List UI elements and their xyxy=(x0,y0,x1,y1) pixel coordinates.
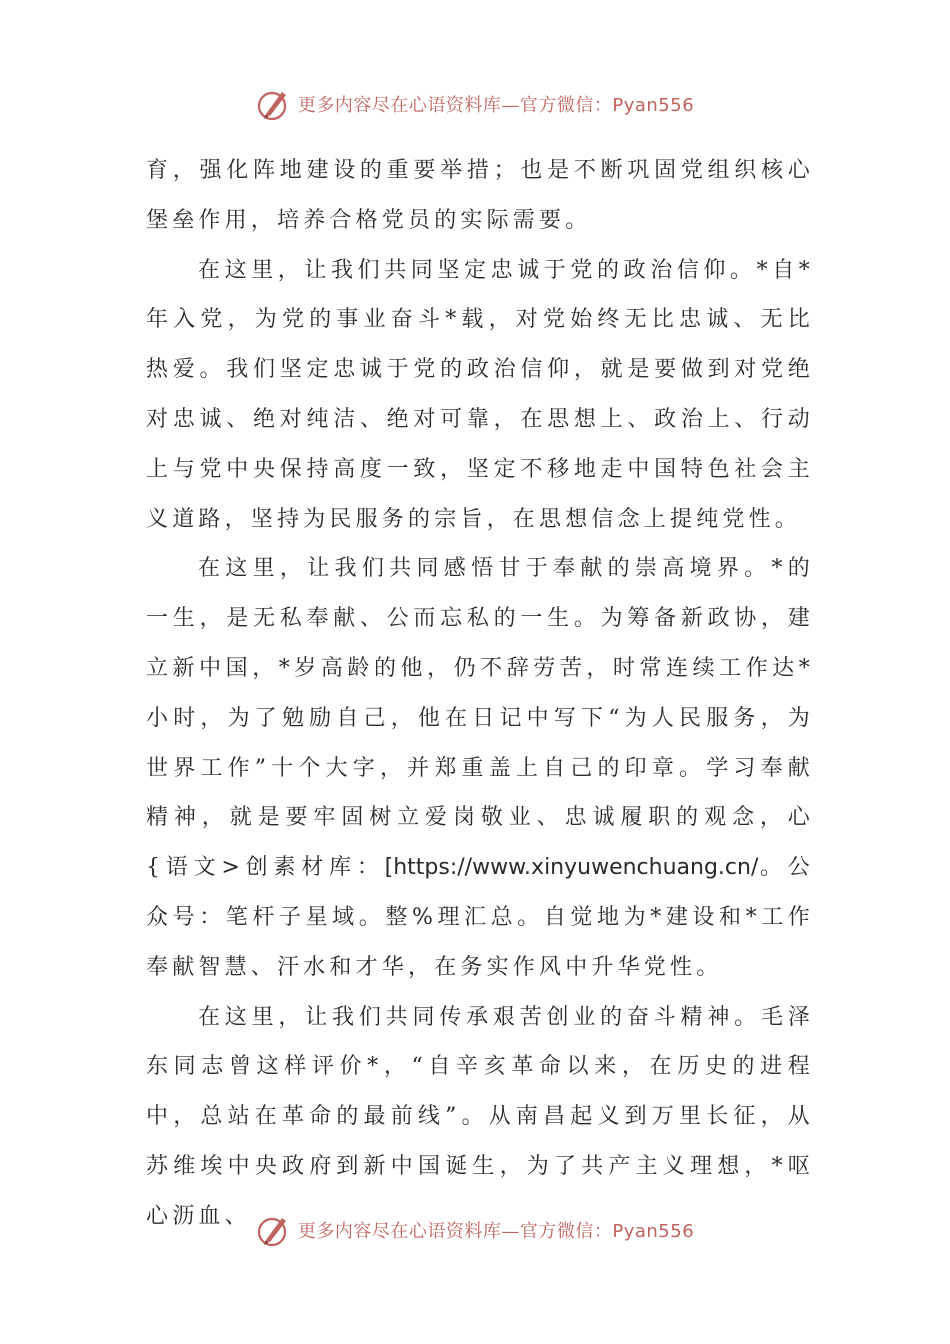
banner-slogan: 更多内容尽在心语资料库—官方微信： xyxy=(297,1221,613,1242)
quill-pen-logo-icon xyxy=(256,1212,292,1248)
header-banner xyxy=(0,84,950,124)
banner-slogan: 更多内容尽在心语资料库—官方微信： xyxy=(297,95,613,116)
document-body xyxy=(146,146,814,1242)
banner-text xyxy=(298,91,694,117)
website-link[interactable]: [https://www.xinyuwenchuang.cn/ xyxy=(384,855,759,881)
footer-banner xyxy=(0,1210,950,1250)
paragraph-3 xyxy=(146,544,814,992)
paragraph-2: 在这里，让我们共同坚定忠诚于党的政治信仰。*自*年入党，为党的事业奋斗*载，对党始终无比忠诚、无比热爱。我们坚定忠诚于党的政治信仰，就是要做到对党绝对忠诚、绝对纯洁、绝对可靠，在思想上、政治上、行动上与党中央保持高度一致，坚定不移地走中国特色社会主义道路，坚持为民服务的宗旨，在思想信念上提纯党性。 xyxy=(146,257,814,532)
quill-pen-logo-icon xyxy=(256,86,292,122)
paragraph-3-rest: 。公众号：笔杆子星域。整%理汇总。自觉地为*建设和*工作奉献智慧、汗水和才华，在务实作风中升华党性。 xyxy=(146,855,814,980)
wechat-id: Pyan556 xyxy=(612,95,695,116)
wechat-id: Pyan556 xyxy=(612,1221,695,1242)
paragraph-4: 在这里，让我们共同传承艰苦创业的奋斗精神。毛泽东同志曾这样评价*，“自辛亥革命以来，在历史的进程中，总站在革命的最前线”。从南昌起义到万里长征，从苏维埃中央政府到新中国诞生，为了共产主义理想，*呕心沥血、 xyxy=(146,1004,814,1229)
paragraph-3-text: 在这里，让我们共同感悟甘于奉献的崇高境界。*的一生，是无私奉献、公而忘私的一生。为筹备新政协，建立新中国，*岁高龄的他，仍不辞劳苦，时常连续工作达*小时，为了勉励自己，他在日记中写下“为人民服务，为世界工作”十个大字，并郑重盖上自己的印章。学习奉献精神，就是要牢固树立爱岗敬业、忠诚履职的观念，心{语文>创素材库： xyxy=(146,556,814,881)
paragraph-1: 育，强化阵地建设的重要举措；也是不断巩固党组织核心堡垒作用，培养合格党员的实际需要。 xyxy=(146,158,814,233)
banner-text xyxy=(298,1217,694,1243)
